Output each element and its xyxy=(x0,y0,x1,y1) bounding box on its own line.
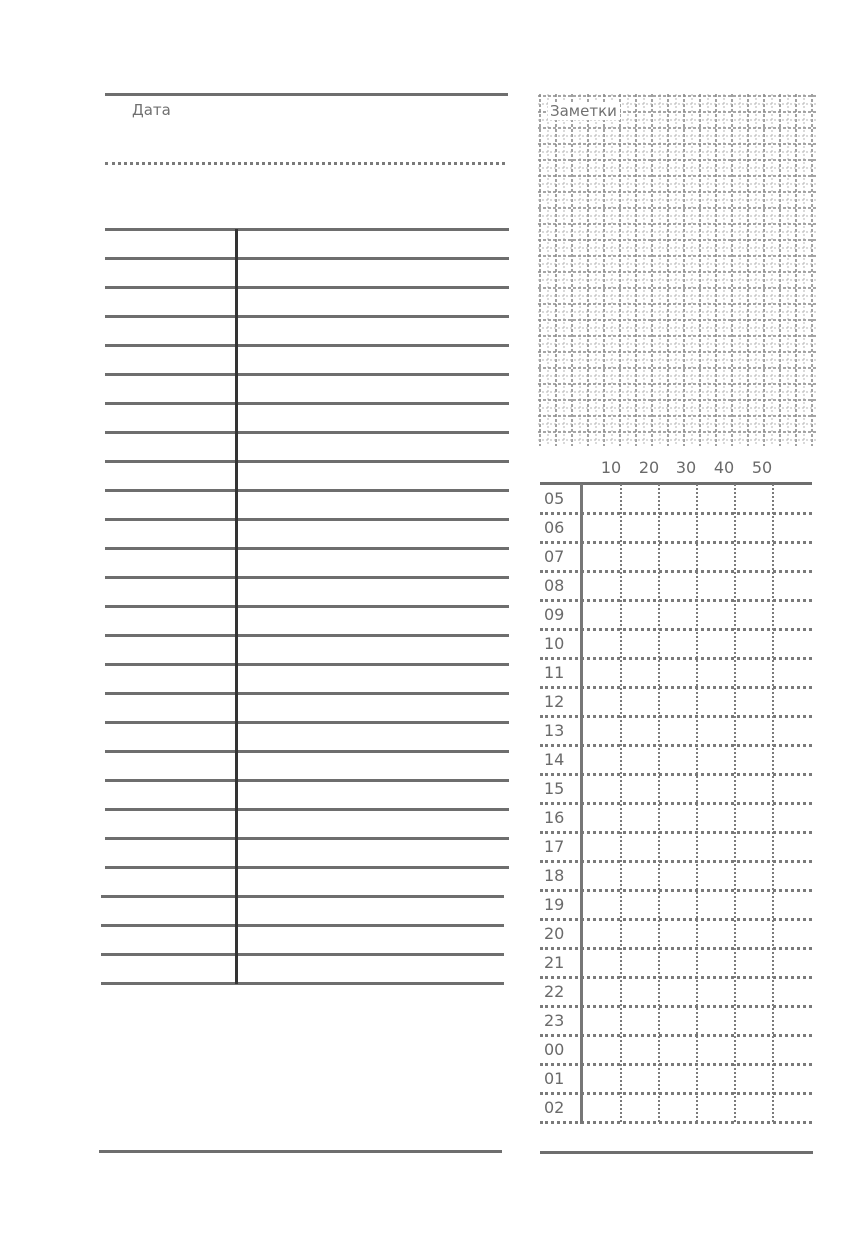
hour-label: 13 xyxy=(544,721,565,740)
hour-label: 02 xyxy=(544,1098,565,1117)
hour-label: 17 xyxy=(544,837,565,856)
schedule-row-line xyxy=(105,489,509,492)
schedule-row-line xyxy=(105,721,509,724)
minute-column-line xyxy=(696,484,698,1122)
schedule-row-line xyxy=(105,576,509,579)
minute-tick-label: 40 xyxy=(713,458,735,477)
schedule-row-line xyxy=(105,460,509,463)
hour-label: 12 xyxy=(544,692,565,711)
schedule-row-line xyxy=(105,286,509,289)
schedule-row-line xyxy=(101,982,504,985)
notes-label: Заметки xyxy=(548,102,620,120)
hour-label: 19 xyxy=(544,895,565,914)
schedule-row-line xyxy=(105,779,509,782)
hour-label: 07 xyxy=(544,547,565,566)
minute-column-line xyxy=(620,484,622,1122)
schedule-row-line xyxy=(105,402,509,405)
schedule-row-line xyxy=(105,692,509,695)
schedule-row-line xyxy=(105,228,509,231)
hour-label: 09 xyxy=(544,605,565,624)
hour-label: 06 xyxy=(544,518,565,537)
schedule-row-line xyxy=(101,895,504,898)
schedule-row-line xyxy=(105,518,509,521)
schedule-row-line xyxy=(105,373,509,376)
date-top-rule xyxy=(105,93,508,96)
minute-column-line xyxy=(658,484,660,1122)
date-dotted-line xyxy=(105,162,505,165)
hour-label: 11 xyxy=(544,663,565,682)
schedule-row-line xyxy=(105,344,509,347)
hour-label: 10 xyxy=(544,634,565,653)
minute-tick-label: 20 xyxy=(638,458,660,477)
hour-label: 15 xyxy=(544,779,565,798)
left-bottom-rule xyxy=(99,1150,502,1153)
schedule-row-line xyxy=(101,953,504,956)
schedule-row-line xyxy=(105,866,509,869)
schedule-table-divider xyxy=(235,229,238,984)
hour-label: 22 xyxy=(544,982,565,1001)
minute-column-line xyxy=(772,484,774,1122)
schedule-row-line xyxy=(105,808,509,811)
hour-label: 20 xyxy=(544,924,565,943)
schedule-row-line xyxy=(105,750,509,753)
hour-label-divider xyxy=(580,484,583,1124)
schedule-row-line xyxy=(105,547,509,550)
schedule-row-line xyxy=(105,837,509,840)
hour-label: 01 xyxy=(544,1069,565,1088)
hour-label: 23 xyxy=(544,1011,565,1030)
schedule-row-line xyxy=(101,924,504,927)
date-label: Дата xyxy=(132,101,171,119)
schedule-row-line xyxy=(105,431,509,434)
hour-label: 18 xyxy=(544,866,565,885)
schedule-row-line xyxy=(105,257,509,260)
notes-grid xyxy=(538,94,816,450)
schedule-row-line xyxy=(105,605,509,608)
schedule-row-line xyxy=(105,315,509,318)
hour-label: 00 xyxy=(544,1040,565,1059)
schedule-row-line xyxy=(105,634,509,637)
schedule-row-line xyxy=(105,663,509,666)
hour-label: 08 xyxy=(544,576,565,595)
minute-tick-label: 30 xyxy=(675,458,697,477)
hour-label: 16 xyxy=(544,808,565,827)
minute-column-line xyxy=(734,484,736,1122)
hour-label: 14 xyxy=(544,750,565,769)
hour-label: 21 xyxy=(544,953,565,972)
right-bottom-rule xyxy=(540,1151,813,1154)
hour-label: 05 xyxy=(544,489,565,508)
minute-tick-label: 10 xyxy=(600,458,622,477)
minute-tick-label: 50 xyxy=(751,458,773,477)
